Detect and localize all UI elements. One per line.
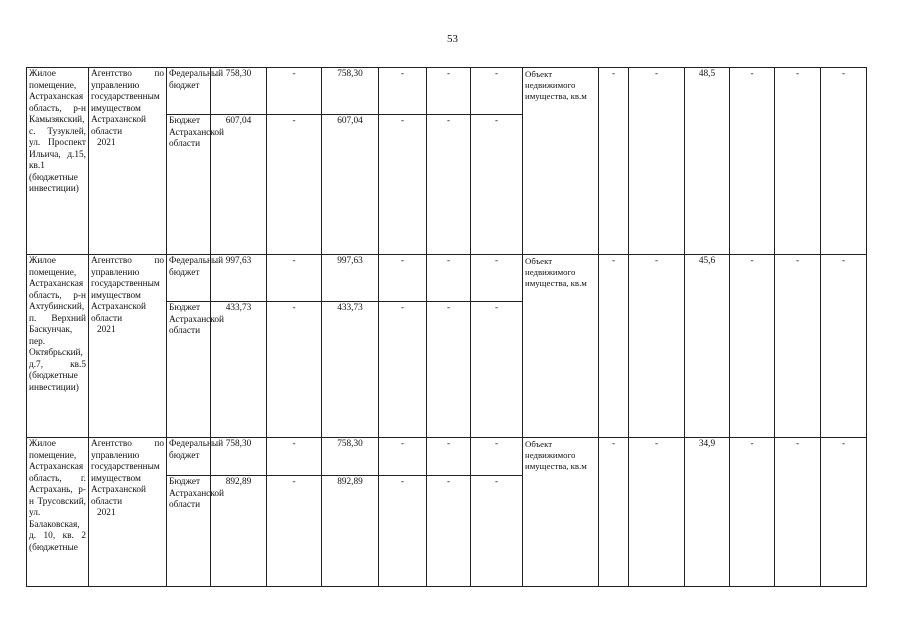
agency-text: Агентство по управлению государственным имуществом Астраханской области — [91, 439, 164, 507]
dash-cell: - — [471, 115, 523, 255]
dash-cell: - — [427, 476, 471, 587]
total-cell: 892,89 — [322, 476, 379, 587]
funding-source-cell: Федеральный бюджет — [167, 438, 211, 476]
dash-cell: - — [471, 255, 523, 302]
year-text: 2021 — [97, 138, 116, 148]
area-value-cell: 48,5 — [685, 68, 730, 255]
dash-cell: - — [471, 476, 523, 587]
total-cell: 997,63 — [322, 255, 379, 302]
dash-cell: - — [471, 68, 523, 115]
dash-cell: - — [379, 68, 427, 115]
dash-cell: - — [775, 255, 821, 438]
dash-cell: - — [471, 438, 523, 476]
amount-cell: 758,30 — [211, 438, 267, 476]
funding-source-cell: Бюджет Астраханской области — [167, 302, 211, 438]
dash-cell: - — [775, 438, 821, 587]
dash-cell: - — [379, 476, 427, 587]
result-indicator-cell: Объект недвижимого имущества, кв.м — [523, 255, 599, 438]
dash-cell: - — [427, 255, 471, 302]
dash-cell: - — [471, 302, 523, 438]
object-cell: Жилое помещение, Астраханская область, р-н Камызякский, с. Тузуклей, ул. Проспект Ильича, д.15, кв.1 (бюджетные инвестиции) — [27, 68, 89, 255]
result-indicator-cell: Объект недвижимого имущества, кв.м — [523, 68, 599, 255]
year-text: 2021 — [97, 325, 116, 335]
amount-cell: 607,04 — [211, 115, 267, 255]
dash-cell: - — [599, 68, 629, 255]
result-indicator-cell: Объект недвижимого имущества, кв.м — [523, 438, 599, 587]
dash-cell: - — [267, 255, 322, 302]
agency-text: Агентство по управлению государственным имуществом Астраханской области — [91, 256, 164, 324]
agency-text: Агентство по управлению государственным имуществом Астраханской области — [91, 69, 164, 137]
table-row — [27, 68, 867, 115]
dash-cell: - — [427, 302, 471, 438]
dash-cell: - — [379, 115, 427, 255]
amount-cell: 997,63 — [211, 255, 267, 302]
object-cell: Жилое помещение, Астраханская область, р-н Ахтубинский, п. Верхний Баскунчак, пер. Октябрьский, д.7, кв.5 (бюджетные инвестиции) — [27, 255, 89, 438]
dash-cell: - — [629, 255, 685, 438]
agency-cell — [89, 438, 167, 587]
dash-cell: - — [730, 68, 775, 255]
dash-cell: - — [427, 438, 471, 476]
funding-source-cell: Бюджет Астраханской области — [167, 115, 211, 255]
funding-source-cell: Федеральный бюджет — [167, 68, 211, 115]
dash-cell: - — [267, 115, 322, 255]
dash-cell: - — [821, 438, 867, 587]
dash-cell: - — [267, 302, 322, 438]
dash-cell: - — [629, 438, 685, 587]
total-cell: 433,73 — [322, 302, 379, 438]
object-cell: Жилое помещение, Астраханская область, г. Астрахань, р-н Трусовский, ул. Балаковская, д. 10, кв. 2 (бюджетные — [27, 438, 89, 587]
table-row — [27, 438, 867, 476]
funding-source-cell: Бюджет Астраханской области — [167, 476, 211, 587]
page-number: 53 — [447, 33, 458, 45]
dash-cell: - — [427, 115, 471, 255]
dash-cell: - — [379, 438, 427, 476]
amount-cell: 892,89 — [211, 476, 267, 587]
dash-cell: - — [730, 255, 775, 438]
dash-cell: - — [730, 438, 775, 587]
table-row — [27, 255, 867, 302]
year-text: 2021 — [97, 508, 116, 518]
dash-cell: - — [267, 68, 322, 115]
dash-cell: - — [821, 255, 867, 438]
dash-cell: - — [427, 68, 471, 115]
agency-cell — [89, 255, 167, 438]
dash-cell: - — [599, 255, 629, 438]
dash-cell: - — [599, 438, 629, 587]
dash-cell: - — [775, 68, 821, 255]
agency-cell — [89, 68, 167, 255]
dash-cell: - — [379, 255, 427, 302]
total-cell: 758,30 — [322, 438, 379, 476]
area-value-cell: 45,6 — [685, 255, 730, 438]
dash-cell: - — [629, 68, 685, 255]
amount-cell: 758,30 — [211, 68, 267, 115]
dash-cell: - — [379, 302, 427, 438]
dash-cell: - — [267, 438, 322, 476]
amount-cell: 433,73 — [211, 302, 267, 438]
total-cell: 758,30 — [322, 68, 379, 115]
dash-cell: - — [821, 68, 867, 255]
funding-source-cell: Федеральный бюджет — [167, 255, 211, 302]
total-cell: 607,04 — [322, 115, 379, 255]
area-value-cell: 34,9 — [685, 438, 730, 587]
dash-cell: - — [267, 476, 322, 587]
program-table — [26, 67, 867, 587]
